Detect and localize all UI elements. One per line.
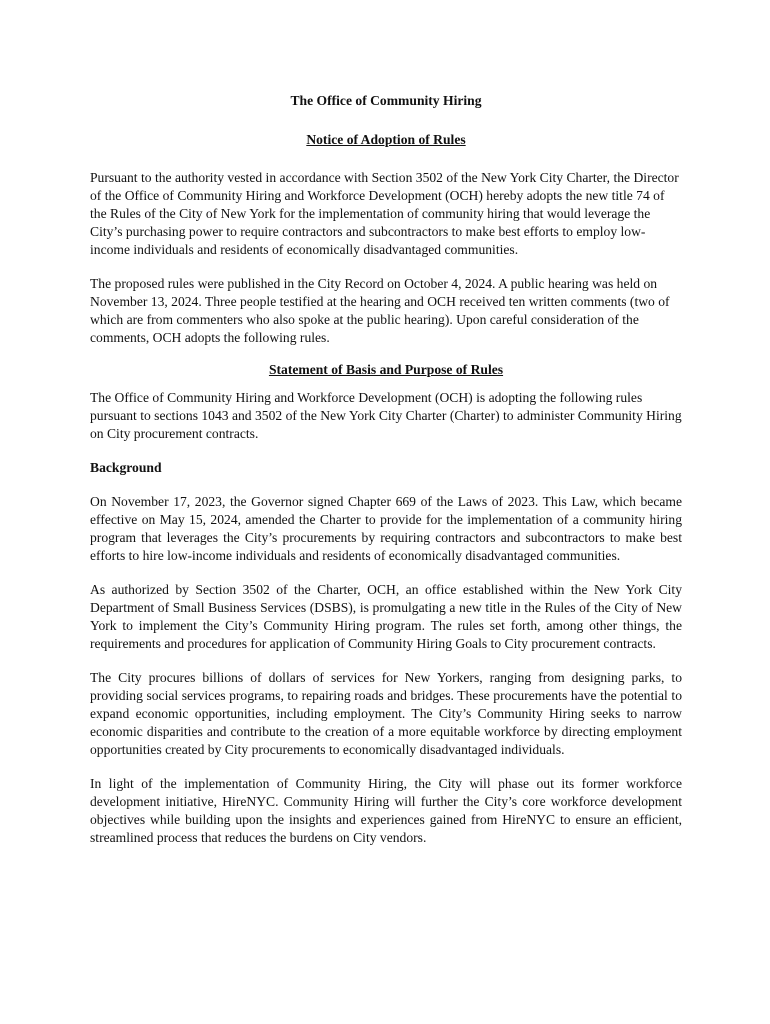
- authority-paragraph: Pursuant to the authority vested in accordance with Section 3502 of the New York City Charter, the Director of the Office of Community Hiring and Workforce Development (OCH) hereby adopts the new title 74 of the Rules of the City of New York for the implementation of community hiring that would leverage the City’s purchasing power to require contractors and subcontractors to make best efforts to employ low-income individuals and residents of economically disadvantaged communities.: [90, 170, 679, 257]
- background-paragraph-3: The City procures billions of dollars of services for New Yorkers, ranging from designing parks, to providing social services programs, to repairing roads and bridges. These procurements have the potential to expand economic opportunities, including employment. The City’s Community Hiring seeks to narrow economic disparities and contribute to the creation of a more equitable workforce by directing employment opportunities created by City procurements to economically disadvantaged individuals.: [90, 670, 682, 757]
- background-paragraph-2: As authorized by Section 3502 of the Charter, OCH, an office established within the New York City Department of Small Business Services (DSBS), is promulgating a new title in the Rules of the City of New York to implement the City’s Community Hiring program. The rules set forth, among other things, the requirements and procedures for application of Community Hiring Goals to City procurement contracts.: [90, 582, 682, 651]
- background-paragraph-1: On November 17, 2023, the Governor signed Chapter 669 of the Laws of 2023. This Law, which became effective on May 15, 2024, amended the Charter to provide for the implementation of a community hiring program that leverages the City’s procurements by requiring contractors and subcontractors to make best efforts to hire low-income individuals and residents of economically disadvantaged communities.: [90, 494, 682, 563]
- office-title: The Office of Community Hiring: [290, 93, 482, 108]
- publication-paragraph: The proposed rules were published in the City Record on October 4, 2024. A public hearing was held on November 13, 2024. Three people testified at the hearing and OCH received ten written comments (two of which are from commenters who also spoke at the public hearing). Upon careful consideration of the comments, OCH adopts the following rules.: [90, 276, 670, 345]
- document-page: [90, 92, 682, 863]
- statement-heading: Statement of Basis and Purpose of Rules: [268, 362, 504, 377]
- background-heading: Background: [90, 460, 162, 475]
- background-paragraph-4: In light of the implementation of Community Hiring, the City will phase out its former workforce development initiative, HireNYC. Community Hiring will further the City’s core workforce development objectives while building upon the insights and experiences gained from HireNYC to ensure an efficient, streamlined process that reduces the burdens on City vendors.: [90, 776, 682, 845]
- statement-paragraph: The Office of Community Hiring and Workforce Development (OCH) is adopting the following rules pursuant to sections 1043 and 3502 of the New York City Charter (Charter) to administer Community Hiring on City procurement contracts.: [90, 390, 682, 441]
- notice-title: Notice of Adoption of Rules: [306, 132, 466, 147]
